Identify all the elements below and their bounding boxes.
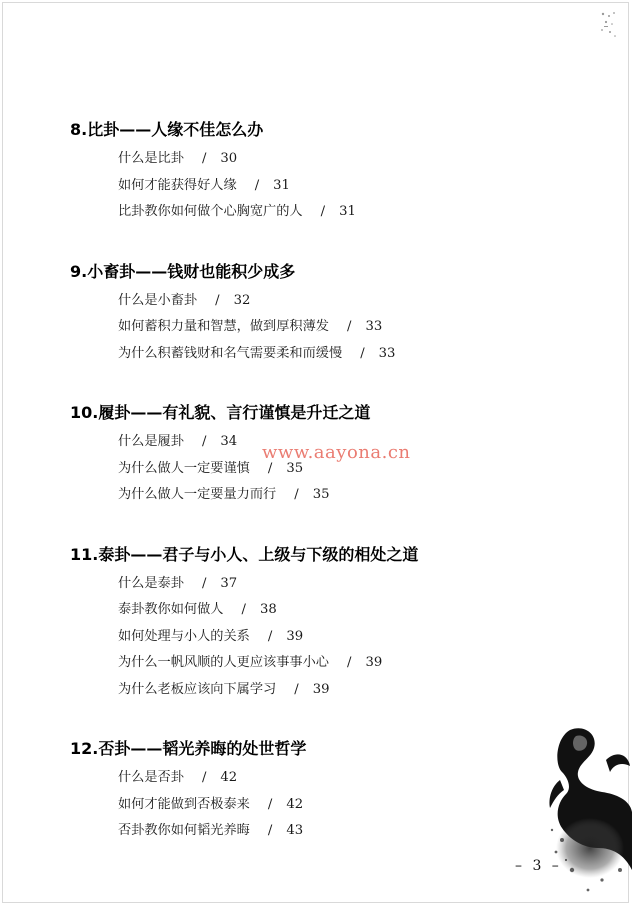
toc-entry[interactable] xyxy=(118,571,550,598)
entry-text: 为什么老板应该向下属学习 xyxy=(118,681,277,697)
entry-page: 34 xyxy=(220,434,238,449)
separator: / xyxy=(267,796,273,812)
ink-seal-mark-icon xyxy=(599,10,619,44)
entry-page: 43 xyxy=(286,823,304,838)
entry-page: 32 xyxy=(233,292,251,308)
page-number: – 3 – xyxy=(515,858,562,874)
chapter-9 xyxy=(70,260,550,368)
entry-text: 为什么积蓄钱财和名气需要柔和而缓慢 xyxy=(118,345,343,361)
toc-entry[interactable] xyxy=(118,597,550,624)
separator: / xyxy=(241,602,246,617)
entry-text: 什么是履卦 xyxy=(118,434,184,449)
entry-text: 为什么一帆风顺的人更应该事事小心 xyxy=(118,655,329,670)
separator: / xyxy=(294,681,299,697)
chapter-8 xyxy=(70,118,550,226)
separator: / xyxy=(215,292,220,308)
toc-entry[interactable] xyxy=(118,173,550,200)
toc-entry[interactable] xyxy=(118,677,550,704)
separator: / xyxy=(267,628,273,644)
separator: / xyxy=(267,460,273,476)
ink-brush-figure-icon xyxy=(532,720,632,904)
chapter-title[interactable]: 8.比卦——人缘不佳怎么办 xyxy=(70,120,264,139)
chapter-11 xyxy=(70,543,550,704)
entry-page: 33 xyxy=(378,345,396,361)
separator: / xyxy=(360,345,365,361)
toc-entry[interactable] xyxy=(118,288,550,315)
toc-entry[interactable] xyxy=(118,146,550,173)
entry-page: 30 xyxy=(220,151,238,166)
toc-entry[interactable] xyxy=(118,818,550,845)
chapter-title[interactable]: 9.小畜卦——钱财也能积少成多 xyxy=(70,261,296,281)
separator: / xyxy=(320,204,326,219)
watermark: www.aayona.cn xyxy=(262,442,411,463)
separator: / xyxy=(347,655,352,670)
table-of-contents xyxy=(70,118,550,879)
entry-text: 为什么做人一定要谨慎 xyxy=(118,460,250,476)
chapter-title[interactable]: 11.泰卦——君子与小人、上级与下级的相处之道 xyxy=(70,544,419,564)
separator: / xyxy=(201,434,207,449)
entry-page: 33 xyxy=(365,319,383,334)
entry-page: 38 xyxy=(259,602,277,617)
entry-text: 为什么做人一定要量力而行 xyxy=(118,487,277,502)
toc-entry[interactable] xyxy=(118,792,550,819)
chapter-12 xyxy=(70,737,550,845)
toc-entry[interactable] xyxy=(118,650,550,677)
separator: / xyxy=(347,319,352,334)
toc-entry[interactable] xyxy=(118,341,550,368)
toc-entry[interactable] xyxy=(118,765,550,792)
entry-page: 35 xyxy=(312,487,330,502)
entry-page: 31 xyxy=(339,204,356,219)
entry-text: 什么是比卦 xyxy=(118,151,184,166)
entry-text: 如何才能获得好人缘 xyxy=(118,177,237,193)
toc-entry[interactable] xyxy=(118,314,550,341)
toc-entry[interactable] xyxy=(118,199,550,226)
entry-text: 如何才能做到否极泰来 xyxy=(118,796,250,812)
entry-page: 39 xyxy=(312,681,330,697)
entry-text: 比卦教你如何做个心胸宽广的人 xyxy=(118,204,303,219)
entry-page: 42 xyxy=(220,770,238,785)
separator: / xyxy=(254,177,260,193)
entry-text: 什么是泰卦 xyxy=(118,575,184,591)
separator: / xyxy=(267,823,273,838)
entry-text: 什么是否卦 xyxy=(118,770,184,785)
entry-text: 否卦教你如何韬光养晦 xyxy=(118,823,250,838)
entry-text: 如何处理与小人的关系 xyxy=(118,628,250,644)
separator: / xyxy=(201,575,207,591)
chapter-title[interactable]: 12.否卦——韬光养晦的处世哲学 xyxy=(70,739,307,758)
entry-text: 泰卦教你如何做人 xyxy=(118,602,224,617)
entry-text: 什么是小畜卦 xyxy=(118,292,198,308)
entry-text: 如何蓄积力量和智慧，做到厚积薄发 xyxy=(118,319,329,334)
entry-page: 31 xyxy=(273,177,290,193)
separator: / xyxy=(201,770,207,785)
separator: / xyxy=(294,487,299,502)
chapter-title[interactable]: 10.履卦——有礼貌、言行谨慎是升迁之道 xyxy=(70,403,371,422)
entry-page: 35 xyxy=(286,460,304,476)
toc-entry[interactable] xyxy=(118,482,550,509)
entry-page: 42 xyxy=(286,796,304,812)
toc-entry[interactable] xyxy=(118,624,550,651)
entry-page: 39 xyxy=(365,655,383,670)
separator: / xyxy=(201,151,207,166)
entry-page: 39 xyxy=(286,628,304,644)
entry-page: 37 xyxy=(220,575,238,591)
